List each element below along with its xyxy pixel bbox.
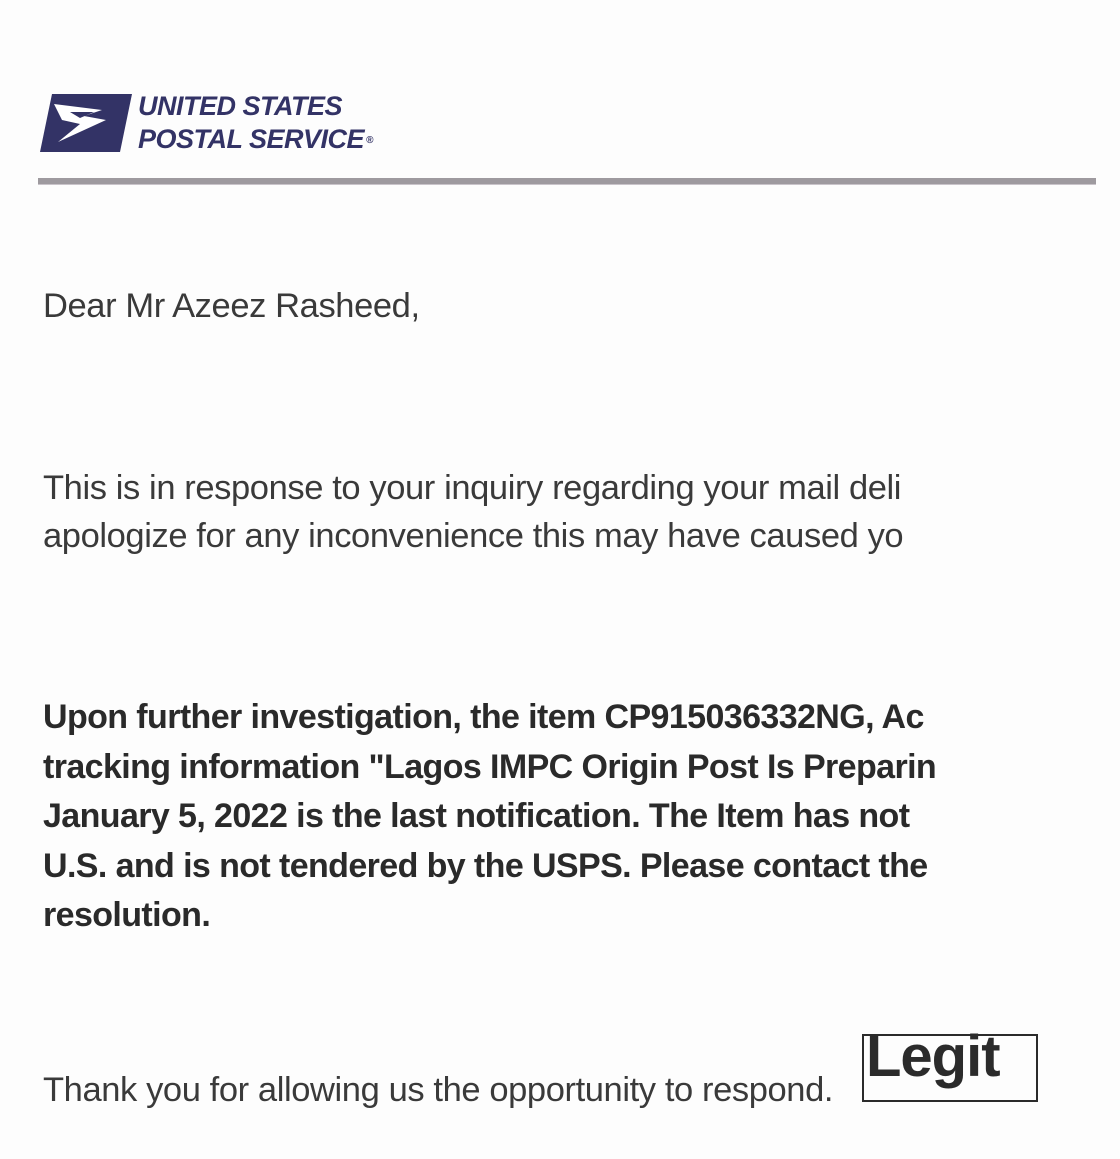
paragraph-line: This is in response to your inquiry regarding your mail deli (43, 469, 902, 507)
eagle-icon (40, 94, 132, 152)
paragraph-investigation (43, 693, 1103, 941)
paragraph-response (43, 464, 1103, 560)
paragraph-line: January 5, 2022 is the last notification. The Item has not (43, 797, 910, 835)
registered-mark: ® (366, 135, 373, 147)
logo-line-1: UNITED STATES (138, 91, 343, 121)
paragraph-line: tracking information "Lagos IMPC Origin Post Is Preparin (43, 747, 937, 786)
paragraph-line: apologize for any inconvenience this may have caused yo (43, 517, 904, 555)
letter-closing: Thank you for allowing us the opportunity to respond. (43, 1071, 834, 1109)
header-divider (38, 178, 1096, 185)
paragraph-line: resolution. (43, 896, 211, 934)
letter-greeting: Dear Mr Azeez Rasheed, (43, 287, 420, 325)
watermark-text: Legit (866, 1024, 1000, 1089)
logo-line-2-text: POSTAL SERVICE (138, 124, 365, 154)
logo-line-2 (138, 123, 373, 157)
paragraph-line: Upon further investigation, the item CP915036332NG, Ac (43, 698, 924, 736)
legit-watermark (862, 1024, 1038, 1102)
paragraph-line: U.S. and is not tendered by the USPS. Please contact the (43, 846, 928, 885)
logo-wordmark (138, 90, 373, 157)
usps-logo (40, 88, 420, 158)
